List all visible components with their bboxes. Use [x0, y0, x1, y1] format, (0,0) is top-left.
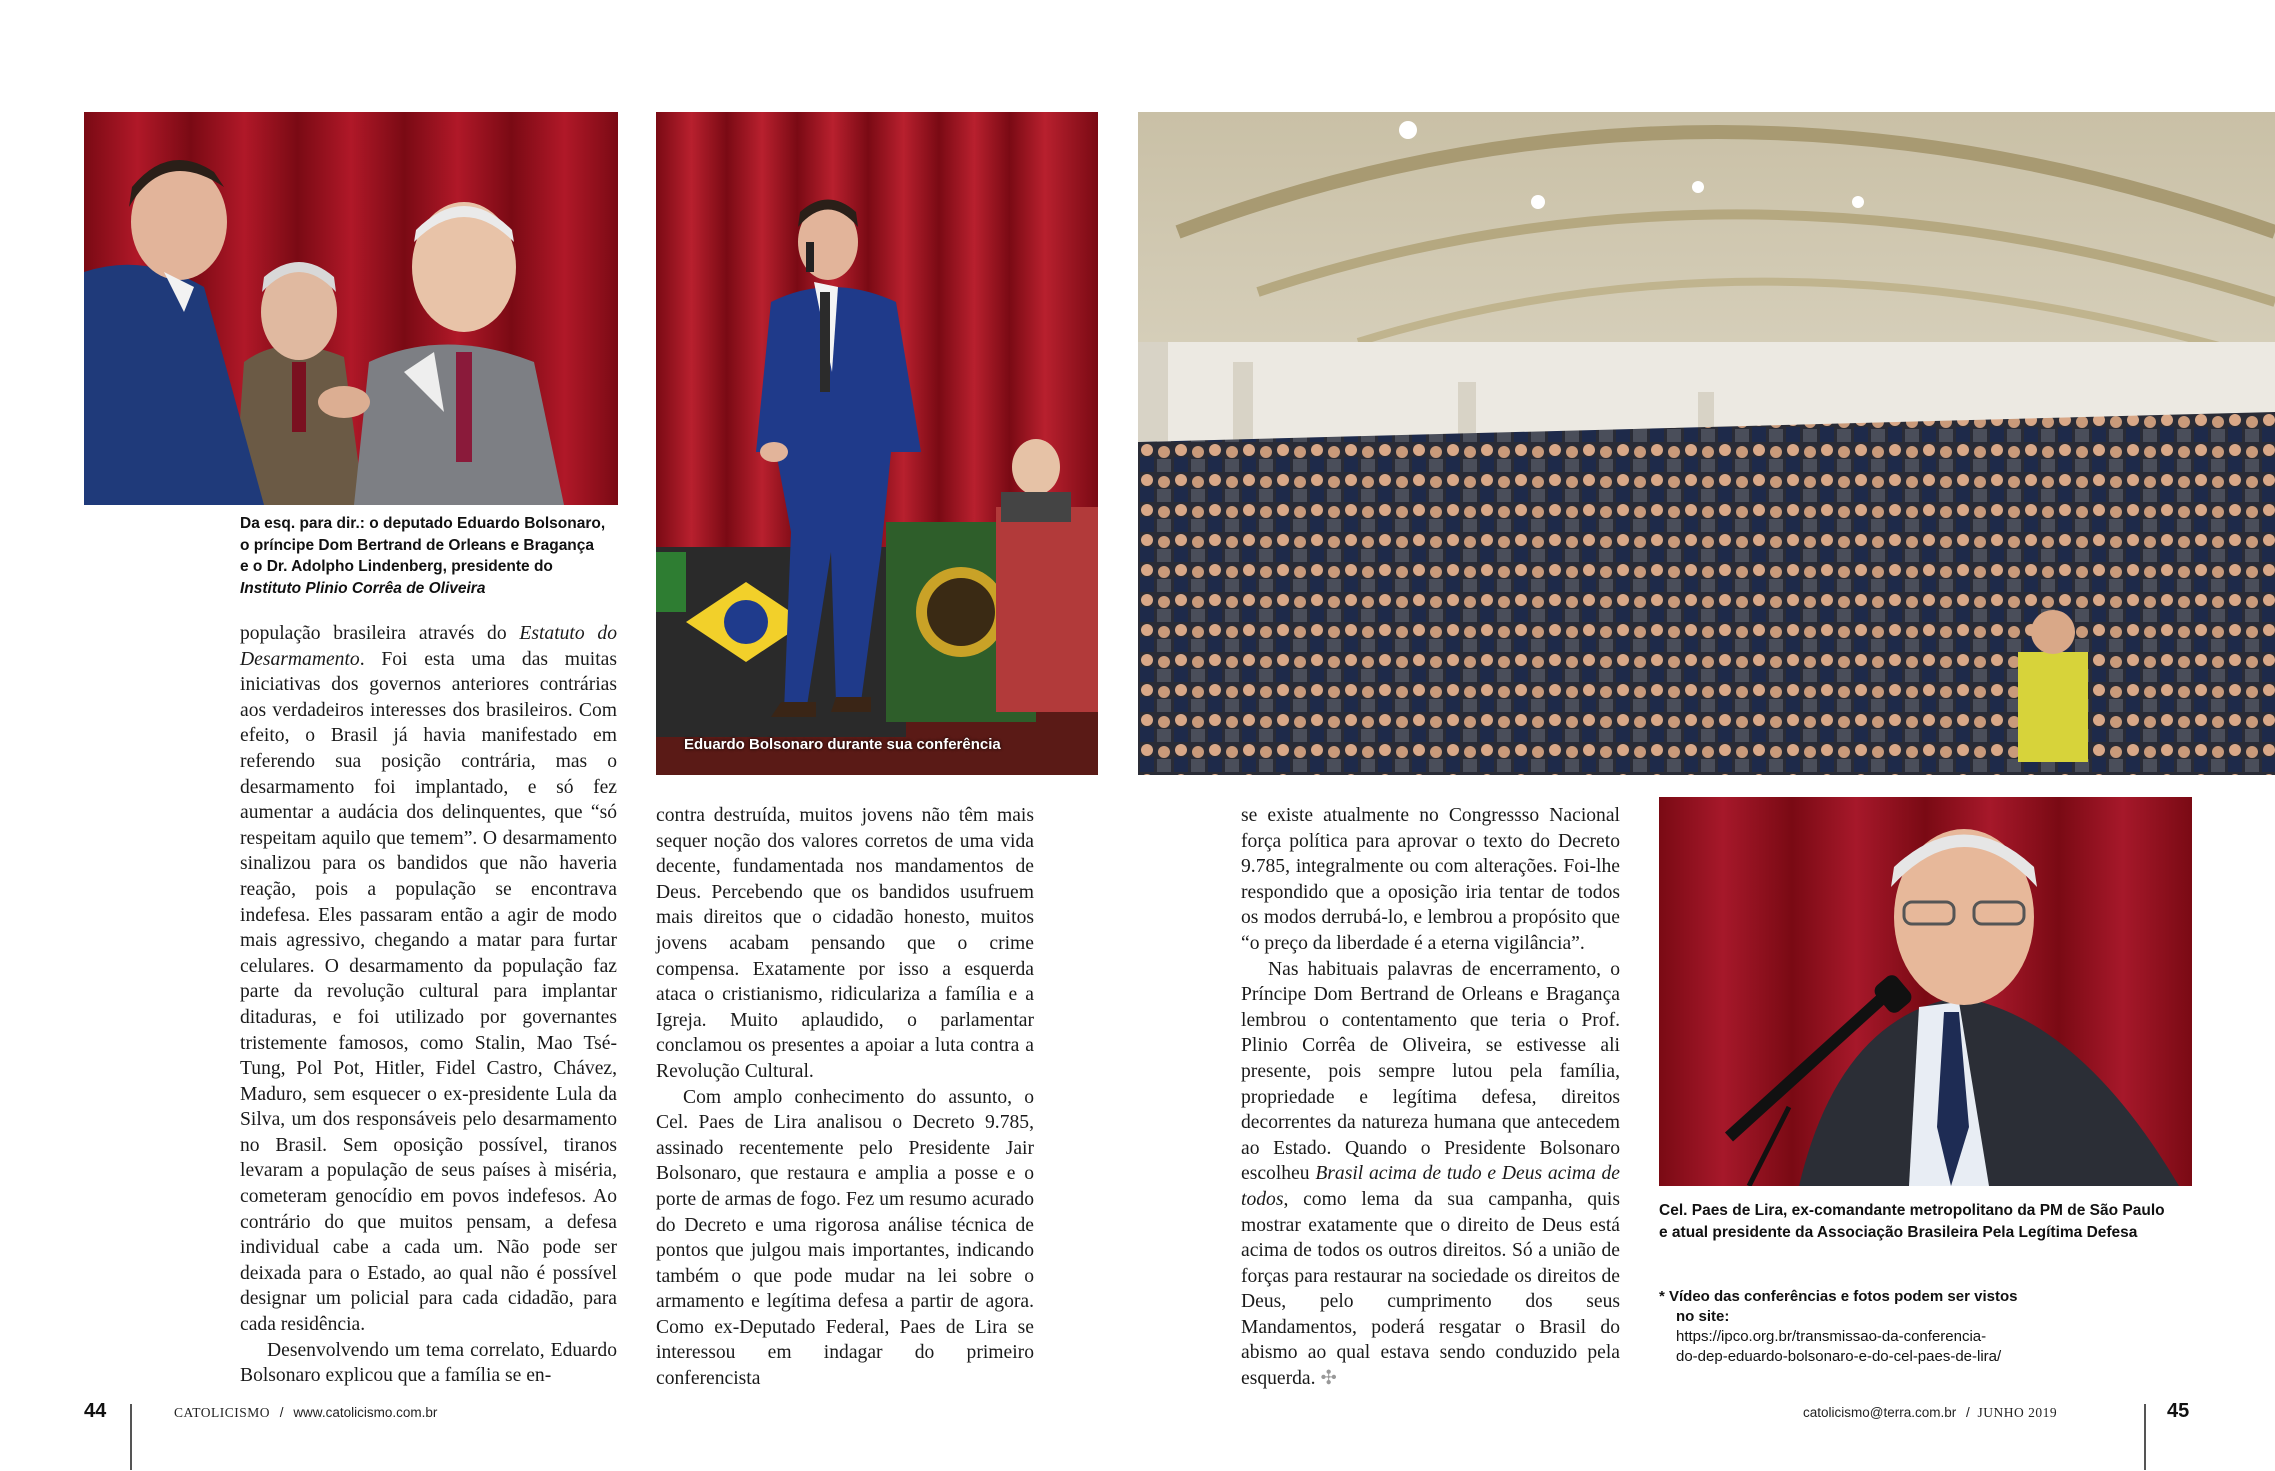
- text-run-italic: Brasil acima de tudo e Deus acima de todos: [1241, 1163, 1621, 1210]
- text-run: . Foi esta uma das muitas iniciativas dos governos anteriores contrárias aos verdadeiros interesses dos brasileiros. Com efeito, o Brasil já havia manifestado em referendo sua posição contrária, mas o desarmamento foi implantado, e só fez aumentar a audácia dos delinquentes, que “só respeitam aquilo que temem”. O desarmamento sinalizou para os bandidos que não haveria reação, pois a população se encontrava indefesa. Eles passaram então a agir de modo mais agressivo, chegando a matar para furtar celulares. O desarmamento da população faz parte da revolução cultural para implantar ditaduras, e foi utilizado por governantes tristemente famosos, como Stalin, Mao Tsé-Tung, Pol Pot, Hitler, Fidel Castro, Chávez, Maduro, sem esquecer o ex-presidente Lula da Silva, um dos responsáveis pelo desarmamento no Brasil. Sem oposição possível, tiranos levaram a população de seus países à miséria, cometeram genocídio em povos indefesos. Ao contrário do que muitos pensam, a defesa individual cabe a cada um. Não pode ser deixada para o Estado, ao qual não é possível designar um policial para cada cidadão, para cada residência.: [240, 648, 617, 1336]
- footer-issue: JUNHO 2019: [1977, 1405, 2058, 1420]
- note-line: [1659, 1307, 2219, 1327]
- caption-line: Da esq. para dir.: o deputado Eduardo Bolsonaro,: [240, 515, 606, 532]
- caption-line: e atual presidente da Associação Brasileira Pela Legítima Defesa: [1659, 1223, 2138, 1241]
- paragraph: [240, 621, 617, 1338]
- photo-three-men: [84, 112, 618, 505]
- text-column-2: [656, 803, 1034, 1392]
- caption-line: Cel. Paes de Lira, ex-comandante metropolitano da PM de São Paulo: [1659, 1202, 2165, 1219]
- text-run: população brasileira através do: [240, 623, 520, 644]
- text-run: , como lema da sua campanha, quis mostrar exatamente que o direito de Deus está acima de todos os outros direitos. Só a união de forças para restaurar na sociedade os direitos de Deus, pelo cumprimento dos seus Mandamentos, poderá resgatar o Brasil do abismo ao qual estava sendo conduzido pela esquerda.: [1241, 1188, 1620, 1390]
- footer-magazine: CATOLICISMO: [174, 1405, 271, 1420]
- photo-speaker-label: Eduardo Bolsonaro durante sua conferência: [684, 736, 1001, 753]
- text-column-3: [1241, 803, 1620, 1392]
- paragraph: contra destruída, muitos jovens não têm mais sequer noção dos valores corretos de uma vida decente, fundamentada nos mandamentos de Deus. Percebendo que os bandidos usufruem mais direitos que o cidadão honesto, muitos jovens acabam pensando que o crime compensa. Exatamente por isso a esquerda ataca o cristianismo, ridiculariza a família e a Igreja. Muito aplaudido, o parlamentar conclamou os presentes a apoiar a luta contra a Revolução Cultural.: [656, 805, 1034, 1082]
- footer-divider-left: [130, 1404, 132, 1470]
- note-text: * Vídeo das conferências e fotos podem ser vistos: [1659, 1288, 2018, 1305]
- footer-email[interactable]: catolicismo@terra.com.br: [1803, 1405, 1957, 1420]
- page-number-right: 45: [2167, 1400, 2190, 1422]
- photo-auditorium: [1138, 112, 2275, 775]
- note-line: [1659, 1287, 2219, 1307]
- text-column-1: [240, 621, 617, 1389]
- footer-separator: /: [1966, 1405, 1970, 1420]
- photo-paes-de-lira: [1659, 797, 2192, 1186]
- paragraph: se existe atualmente no Congressso Nacional força política para aprovar o texto do Decreto 9.785, integralmente ou com alterações. Foi-lhe respondido que a oposição iria tentar de todos os modos derrubá-lo, e lembrou a propósito que “o preço da liberdade é a eterna vigilância”.: [1241, 805, 1620, 954]
- caption-line: Instituto Plinio Corrêa de Oliveira: [240, 579, 486, 597]
- photo-three-men-caption: [240, 513, 630, 599]
- caption-line: e o Dr. Adolpho Lindenberg, presidente do: [240, 558, 553, 575]
- footer-divider-right: [2144, 1404, 2146, 1470]
- footer-site[interactable]: www.catolicismo.com.br: [293, 1405, 438, 1420]
- footer-right: [1803, 1405, 2057, 1421]
- paragraph: [1241, 957, 1620, 1392]
- footer-left: [174, 1405, 437, 1421]
- paragraph: Desenvolvendo um tema correlato, Eduardo Bolsonaro explicou que a família se en-: [240, 1339, 617, 1387]
- paragraph: Com amplo conhecimento do assunto, o Cel. Paes de Lira analisou o Decreto 9.785, assinado recentemente pelo Presidente Jair Bolsonaro, que restaura e amplia a posse e o porte de armas de fogo. Fez um resumo acurado do Decreto e uma rigorosa análise técnica de pontos que julgou mais importantes, indicando também o que pode mudar na lei sobre o armamento e legítima defesa a partir de agora. Como ex-Deputado Federal, Paes de Lira se interessou em indagar do primeiro conferencista: [656, 1086, 1034, 1390]
- video-note: [1659, 1287, 2219, 1367]
- end-mark-icon: ✣: [1320, 1368, 1337, 1390]
- footer-separator: /: [279, 1405, 284, 1420]
- caption-line: o príncipe Dom Bertrand de Orleans e Bragança: [240, 536, 595, 554]
- note-url[interactable]: do-dep-eduardo-bolsonaro-e-do-cel-paes-de-lira/: [1676, 1348, 2002, 1365]
- note-text: no site:: [1676, 1308, 1730, 1325]
- photo-speaker-stage: [656, 112, 1098, 775]
- text-run-italic: Estatuto do Desarmamento: [240, 623, 617, 670]
- page-number-left: 44: [84, 1400, 107, 1422]
- note-url[interactable]: https://ipco.org.br/transmissao-da-conferencia-: [1676, 1328, 1987, 1345]
- text-run: Nas habituais palavras de encerramento, o Príncipe Dom Bertrand de Orleans e Bragança lembrou o contentamento que teria o Prof. Plinio Corrêa de Oliveira, se estivesse ali presente, pois sempre lutou pela família, propriedade e legítima defesa, direitos decorrentes da natureza humana que antecedem ao Estado. Quando o Presidente Bolsonaro escolheu: [1241, 958, 1620, 1185]
- photo-paes-de-lira-caption: [1659, 1200, 2219, 1243]
